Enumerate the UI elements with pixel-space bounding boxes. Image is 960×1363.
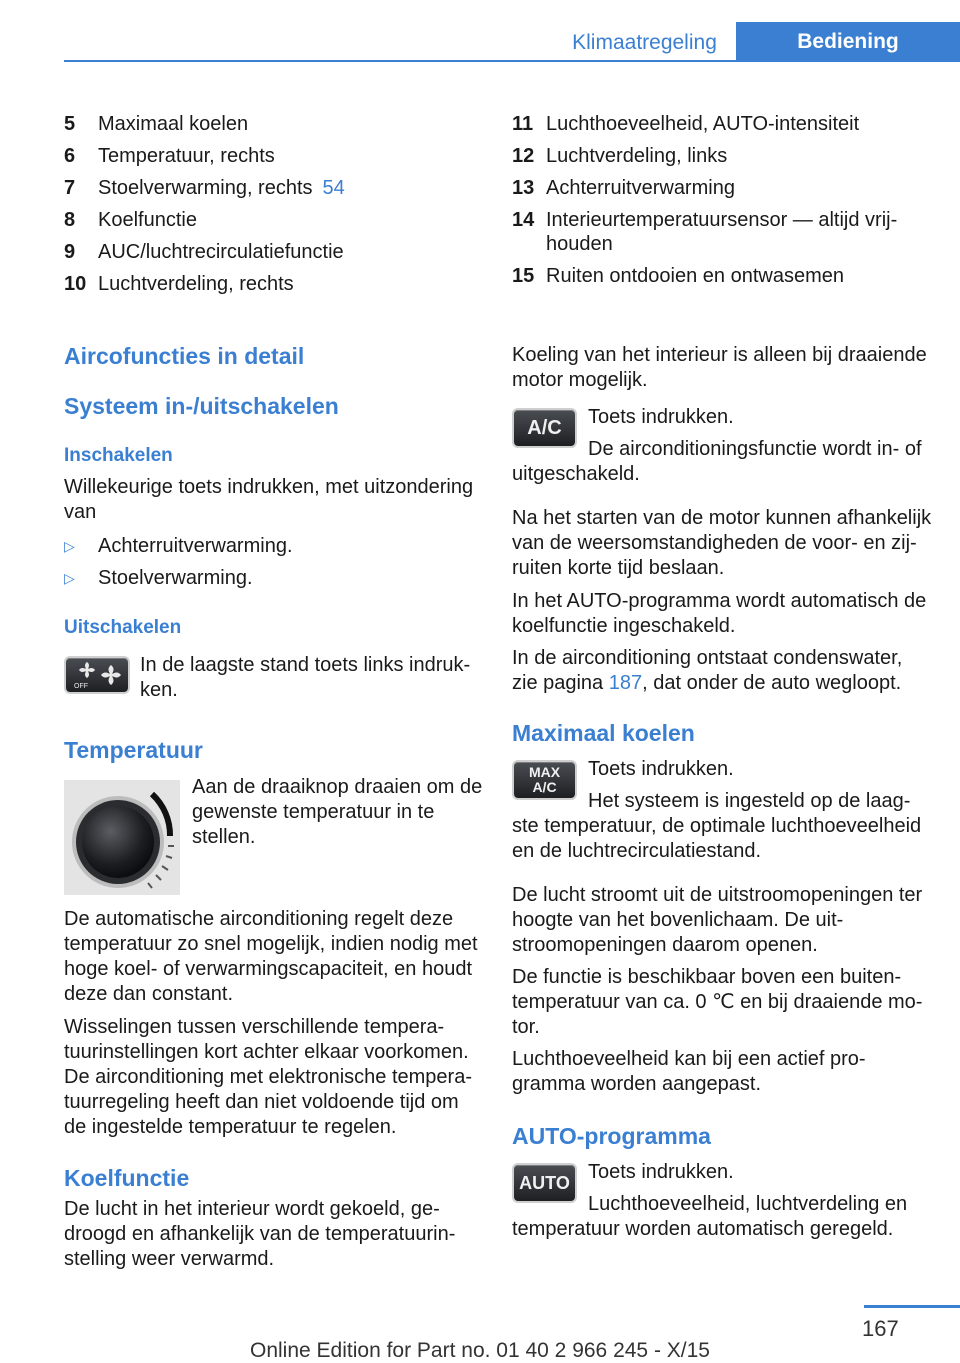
heading-auto-programma: AUTO-programma: [512, 1123, 711, 1149]
heading-inschakelen: Inschakelen: [64, 445, 173, 466]
paragraph-ac-2: De airconditioningsfunctie wordt in- of uitgeschakeld.: [512, 438, 922, 485]
off-label: OFF: [74, 683, 88, 690]
legend-item: 10 Luchtverdeling, rechts: [64, 273, 294, 295]
heading-maximaal-koelen: Maximaal koelen: [512, 720, 695, 746]
fan-icon: [66, 658, 128, 692]
paragraph-temp-2: Wisselingen tussen verschillende tempera-tuurinstellingen kort achter elkaar voorkomen. De airconditioning met elektronische tempera-tuurregeling heeft dan niet voldoende tijd om de ingestelde temperatuur te regelen.: [64, 1016, 472, 1138]
online-edition-footer: Online Edition for Part no. 01 40 2 966 245 - X/15: [250, 1339, 710, 1362]
paragraph-temp-knob: Aan de draaiknop draaien om de gewenste temperatuur in te stellen.: [192, 776, 483, 848]
page-number: 167: [862, 1316, 899, 1341]
heading-aircofuncties: Aircofuncties in detail: [64, 343, 305, 369]
heading-systeem: Systeem in-/uitschakelen: [64, 393, 339, 419]
paragraph-hoeveelheid: Luchthoeveelheid kan bij een actief pro-gramma worden aangepast.: [512, 1048, 866, 1095]
temperature-knob-image: [64, 780, 180, 895]
triangle-bullet-icon: ▷: [64, 570, 75, 586]
heading-temperatuur: Temperatuur: [64, 737, 203, 763]
ac-label: A/C: [532, 779, 557, 795]
heading-uitschakelen: Uitschakelen: [64, 617, 182, 638]
auto-label: AUTO: [519, 1172, 570, 1193]
paragraph-condenswater: In de airconditioning ontstaat condenswater, zie pagina 187, dat onder de auto wegloopt.: [512, 647, 903, 694]
paragraph-max-2: Het systeem is ingesteld op de laag-ste temperatuur, de optimale luchthoeveelheid en de luchtrecirculatiestand.: [512, 790, 922, 862]
legend-item: 12 Luchtverdeling, links: [512, 145, 728, 167]
legend-item: 8 Koelfunctie: [64, 209, 197, 231]
legend-item: 7 Stoelverwarming, rechts 54: [64, 177, 345, 199]
footer-rule: [864, 1305, 960, 1308]
paragraph-lucht: De lucht stroomt uit de uitstroomopeningen ter hoogte van het bovenlichaam. De uit-stroomopeningen daarom openen.: [512, 884, 923, 956]
triangle-bullet-icon: ▷: [64, 538, 75, 554]
fan-off-button-image: [66, 658, 128, 692]
list-item: ▷ Achterruitverwarming.: [64, 535, 293, 557]
paragraph-inschakelen: Willekeurige toets indrukken, met uitzondering van: [64, 476, 474, 523]
legend-item: 13 Achterruitverwarming: [512, 177, 735, 199]
heading-koelfunctie: Koelfunctie: [64, 1165, 190, 1191]
paragraph-max-1: Toets indrukken.: [588, 758, 734, 780]
paragraph-koelfunctie: De lucht in het interieur wordt gekoeld, ge-droogd en afhankelijk van de temperatuurin-stelling weer verwarmd.: [64, 1198, 456, 1270]
paragraph-auto-programma: In het AUTO-programma wordt automatisch de koelfunctie ingeschakeld.: [512, 590, 927, 637]
paragraph-start: Na het starten van de motor kunnen afhankelijk van de weersomstandigheden de voor- en zij-ruiten korte tijd beslaan.: [512, 507, 932, 579]
header-rule: [64, 60, 960, 62]
max-label: MAX: [528, 764, 561, 780]
paragraph-uitschakelen: In de laagste stand toets links indruk-ken.: [140, 654, 471, 701]
paragraph-koeling: Koeling van het interieur is alleen bij draaiende motor mogelijk.: [512, 344, 927, 391]
paragraph-auto-1: Toets indrukken.: [588, 1161, 734, 1183]
list-item: ▷ Stoelverwarming.: [64, 567, 253, 589]
paragraph-functie: De functie is beschikbaar boven een buiten-temperatuur van ca. 0 ℃ en bij draaiende mo-tor.: [512, 966, 923, 1038]
paragraph-temp-1: De automatische airconditioning regelt deze temperatuur zo snel mogelijk, indien nodig met hoge koel- of verwarmingscapaciteit, en houdt deze dan constant.: [64, 908, 478, 1005]
paragraph-ac-1: Toets indrukken.: [588, 406, 734, 428]
bullet-list: [64, 534, 484, 591]
paragraph-auto-2: Luchthoeveelheid, luchtverdeling en temperatuur worden automatisch geregeld.: [512, 1193, 908, 1240]
legend-list-right: [512, 112, 912, 296]
legend-item: 5 Maximaal koelen: [64, 113, 249, 135]
legend-item: 11 Luchthoeveelheid, AUTO-intensiteit: [512, 113, 860, 135]
header-active-tab: Bediening: [736, 22, 960, 62]
legend-item: 6 Temperatuur, rechts: [64, 145, 275, 167]
page-reference-link[interactable]: 54: [322, 177, 345, 199]
legend-item: 15 Ruiten ontdooien en ontwasemen: [512, 265, 844, 287]
header-section-tab: Klimaatregeling: [572, 30, 717, 54]
legend-item: 9 AUC/luchtrecirculatiefunctie: [64, 241, 344, 263]
temperature-knob-icon: [64, 780, 180, 895]
ac-label: A/C: [527, 416, 562, 439]
legend-list-left: [64, 112, 484, 304]
legend-item: 14 Interieurtemperatuursensor — altijd vrij-houden: [512, 209, 898, 255]
page-reference-link[interactable]: 187: [608, 672, 643, 694]
